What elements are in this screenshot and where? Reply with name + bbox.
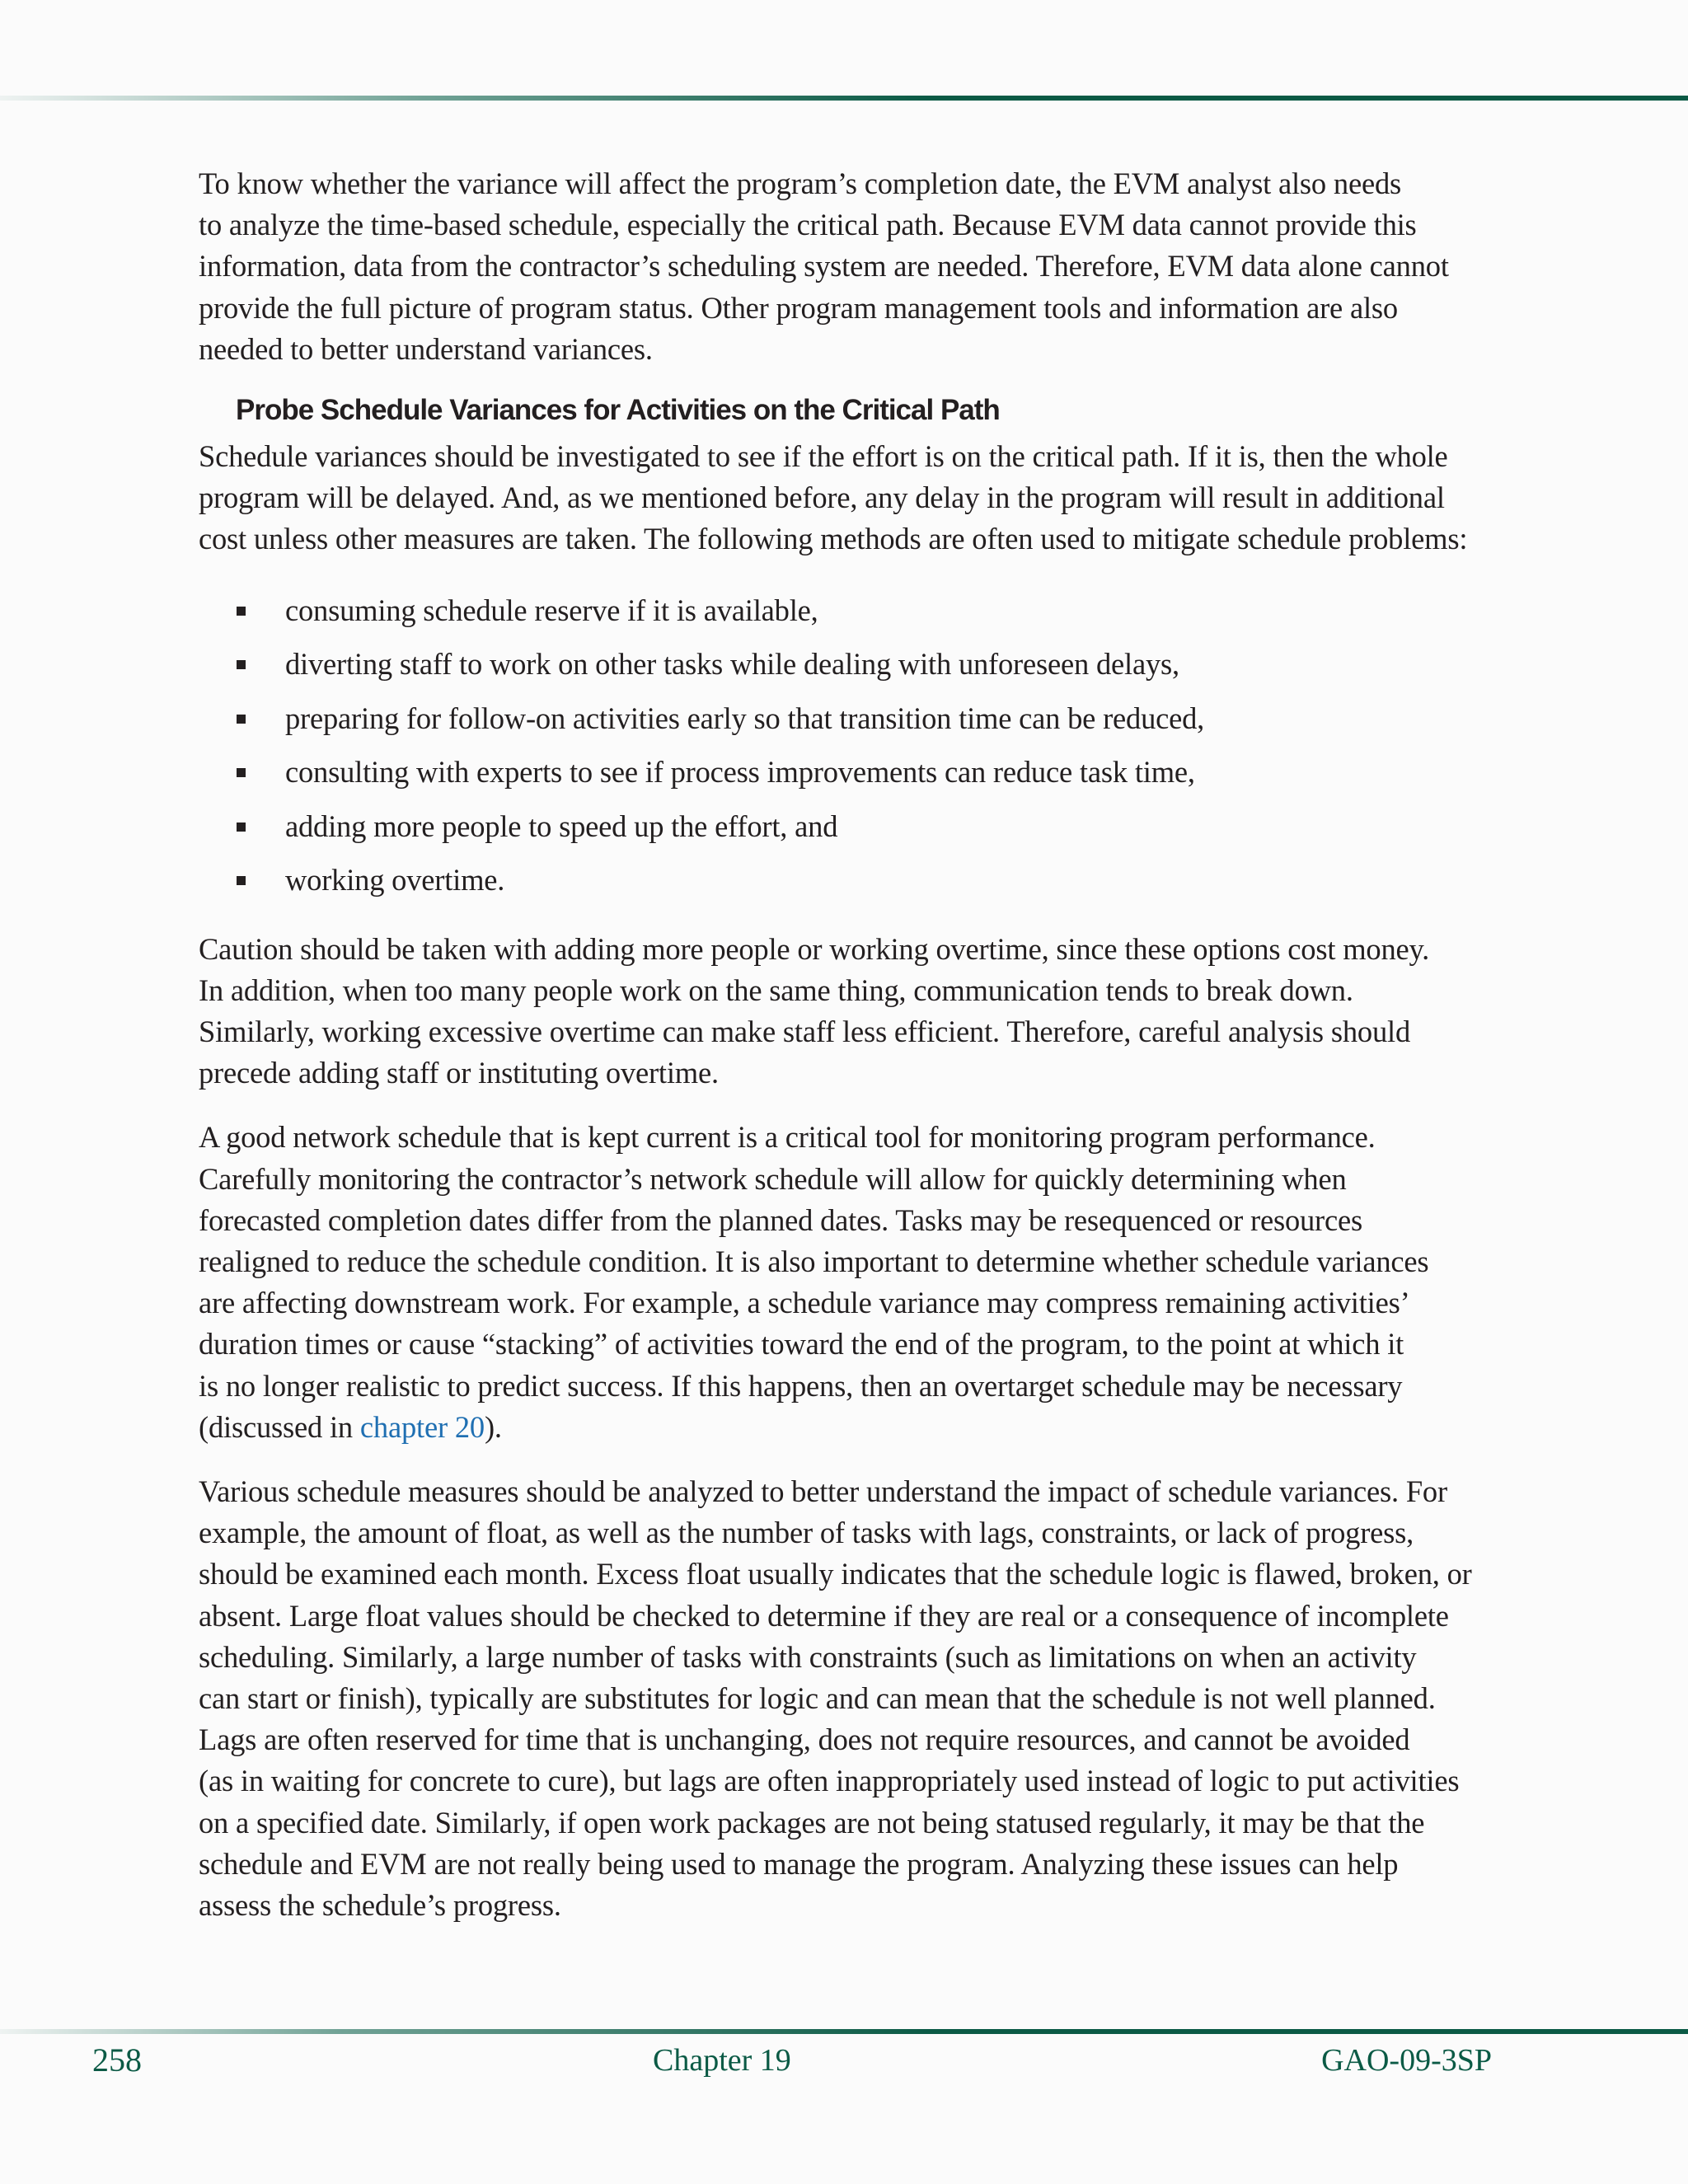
list-item: diverting staff to work on other tasks while dealing with unforeseen delays, — [199, 637, 1493, 691]
text-line: is no longer realistic to predict success. If this happens, then an overtarget schedule may be necessary — [199, 1368, 1403, 1403]
page-number: 258 — [92, 2041, 142, 2079]
list-item: working overtime. — [199, 853, 1493, 907]
text-line: schedule and EVM are not really being used to manage the program. Analyzing these issues can help — [199, 1846, 1399, 1881]
bullet-square-icon — [237, 660, 246, 669]
text-line: on a specified date. Similarly, if open work packages are not being statused regularly, it may be that the — [199, 1805, 1425, 1840]
text-line: absent. Large float values should be checked to determine if they are real or a consequence of incomplete — [199, 1598, 1449, 1633]
paragraph-network-schedule — [199, 1117, 1493, 1448]
text-line: example, the amount of float, as well as the number of tasks with lags, constraints, or lack of progress, — [199, 1516, 1414, 1550]
paragraph-schedule-variances — [199, 436, 1493, 560]
text-line: forecasted completion dates differ from the planned dates. Tasks may be resequenced or resources — [199, 1202, 1363, 1237]
text-line: provide the full picture of program status. Other program management tools and information are also — [199, 290, 1398, 325]
text-line: Similarly, working excessive overtime can make staff less efficient. Therefore, careful analysis should — [199, 1015, 1411, 1049]
list-item: adding more people to speed up the effort, and — [199, 799, 1493, 854]
chapter-label: Chapter 19 — [653, 2043, 791, 2078]
list-item: consuming schedule reserve if it is available, — [199, 583, 1493, 638]
text-line: precede adding staff or instituting overtime. — [199, 1056, 719, 1090]
list-item: consulting with experts to see if process improvements can reduce task time, — [199, 745, 1493, 799]
text-line: (as in waiting for concrete to cure), but lags are often inappropriately used instead of logic to put activities — [199, 1764, 1460, 1798]
header-rule — [0, 96, 1688, 101]
text-line: can start or finish), typically are substitutes for logic and can mean that the schedule is not well planned. — [199, 1681, 1436, 1716]
section-heading: Probe Schedule Variances for Activities on the Critical Path — [236, 394, 1000, 427]
text-line: are affecting downstream work. For example, a schedule variance may compress remaining activities’ — [199, 1286, 1410, 1320]
mitigation-methods-list — [199, 583, 1493, 907]
text-line: Carefully monitoring the contractor’s network schedule will allow for quickly determining when — [199, 1161, 1347, 1196]
text-line: duration times or cause “stacking” of activities toward the end of the program, to the point at which it — [199, 1327, 1404, 1361]
text-line: Various schedule measures should be analyzed to better understand the impact of schedule variances. For — [199, 1474, 1447, 1509]
text-line: Lags are often reserved for time that is unchanging, does not require resources, and cannot be avoided — [199, 1722, 1410, 1757]
text-line: to analyze the time-based schedule, especially the critical path. Because EVM data cannot provide this — [199, 208, 1417, 242]
text-line: program will be delayed. And, as we mentioned before, any delay in the program will result in additional — [199, 480, 1445, 515]
text-line: scheduling. Similarly, a large number of tasks with constraints (such as limitations on when an activity — [199, 1639, 1417, 1674]
paragraph-variance-completion — [199, 163, 1493, 370]
list-item: preparing for follow-on activities early so that transition time can be reduced, — [199, 691, 1493, 746]
bullet-square-icon — [237, 607, 246, 616]
text-line: To know whether the variance will affect the program’s completion date, the EVM analyst also needs — [199, 166, 1402, 200]
text-line: Caution should be taken with adding more people or working overtime, since these options cost money. — [199, 931, 1430, 966]
bullet-square-icon — [237, 768, 246, 777]
text-line: information, data from the contractor’s scheduling system are needed. Therefore, EVM data alone cannot — [199, 249, 1449, 284]
page-content — [199, 163, 1493, 1949]
bullet-square-icon — [237, 715, 246, 724]
text-line: realigned to reduce the schedule condition. It is also important to determine whether schedule variances — [199, 1244, 1429, 1279]
chapter-20-link[interactable]: chapter 20 — [359, 1409, 485, 1444]
paragraph-schedule-measures — [199, 1471, 1493, 1926]
bullet-square-icon — [237, 823, 246, 832]
text-line: (discussed in chapter 20). — [199, 1409, 502, 1444]
footer-rule — [0, 2029, 1688, 2034]
text-line: cost unless other measures are taken. The following methods are often used to mitigate schedule problems: — [199, 522, 1468, 556]
text-line: needed to better understand variances. — [199, 331, 653, 366]
text-line: assess the schedule’s progress. — [199, 1888, 561, 1923]
text-line: Schedule variances should be investigated to see if the effort is on the critical path. If it is, then the whole — [199, 439, 1448, 474]
text-line: In addition, when too many people work on the same thing, communication tends to break down. — [199, 972, 1353, 1007]
paragraph-caution — [199, 929, 1493, 1094]
text-line: A good network schedule that is kept current is a critical tool for monitoring program performance. — [199, 1120, 1376, 1155]
text-line: should be examined each month. Excess float usually indicates that the schedule logic is flawed, broken, or — [199, 1557, 1472, 1591]
bullet-square-icon — [237, 876, 246, 885]
report-id: GAO-09-3SP — [1321, 2043, 1492, 2078]
